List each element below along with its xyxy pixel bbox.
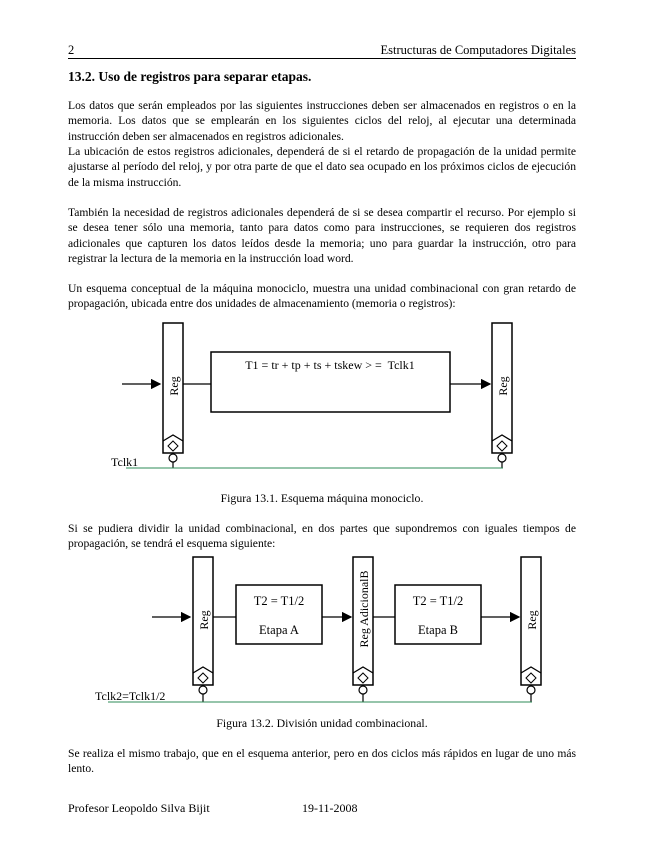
fig2-block-a-name: Etapa A xyxy=(259,623,299,637)
paragraph-6: Se realiza el mismo trabajo, que en el esquema anterior, pero en dos ciclos más rápidos en lugar de uno más lento. xyxy=(68,747,576,776)
footer-date: 19-11-2008 xyxy=(302,801,358,815)
section-title: 13.2. Uso de registros para separar etapas. xyxy=(68,69,312,84)
figure-2-caption: Figura 13.2. División unidad combinacional. xyxy=(216,716,428,730)
fig2-reg-right-clock-bubble xyxy=(527,686,535,694)
fig1-reg-right-clock-bubble xyxy=(498,454,506,462)
fig2-block-b-time: T2 = T1/2 xyxy=(412,594,464,608)
paragraph-5: Si se pudiera dividir la unidad combinacional, en dos partes que supondremos con iguales tiempos de propagación, se tendrá el esquema siguiente: xyxy=(68,522,576,551)
fig2-reg-middle-label: Reg AdicionalB xyxy=(357,570,371,648)
page-number: 2 xyxy=(68,43,75,57)
paragraph-2: La ubicación de estos registros adicionales, dependerá de si el retardo de propagación de la unidad permite ajustarse al período del reloj, y por otra parte de que el dato sea ocupado en los próximos ciclos de ejecución de la misma instrucción. xyxy=(68,145,576,189)
footer-author: Profesor Leopoldo Silva Bijit xyxy=(68,801,210,815)
fig1-reg-left-label: Reg xyxy=(167,376,181,396)
fig2-block-b-name: Etapa B xyxy=(418,623,458,637)
fig1-block-text: T1 = tr + tp + ts + tskew > = Tclk1 xyxy=(245,358,415,372)
running-title: Estructuras de Computadores Digitales xyxy=(380,43,576,57)
paragraph-4: Un esquema conceptual de la máquina monociclo, muestra una unidad combinacional con gran retardo de propagación, ubicada entre dos unidades de almacenamiento (memoria o registros): xyxy=(68,282,576,311)
fig2-clock-label: Tclk2=Tclk1/2 xyxy=(95,689,166,703)
fig1-reg-left-clock-bubble xyxy=(169,454,177,462)
fig1-clock-label: Tclk1 xyxy=(111,455,139,469)
fig2-block-a-time: T2 = T1/2 xyxy=(253,594,305,608)
fig1-reg-right-label: Reg xyxy=(496,376,510,396)
fig2-reg-right-label: Reg xyxy=(525,610,539,630)
fig2-reg-left-clock-bubble xyxy=(199,686,207,694)
figure-2 xyxy=(95,557,541,703)
fig2-reg-middle-clock-bubble xyxy=(359,686,367,694)
paragraph-3: También la necesidad de registros adicionales dependerá de si se desea compartir el recurso. Por ejemplo si se desea tener sólo una memoria, tanto para datos como para instrucciones, se requieren dos registros adicionales que capturen los datos leídos desde la memoria; uno para guardar la instrucción, otro para registrar la lectura de la memoria en la instrucción load word. xyxy=(68,206,576,265)
fig2-reg-left-label: Reg xyxy=(197,610,211,630)
paragraph-1: Los datos que serán empleados por las siguientes instrucciones deben ser almacenados en registros o en la memoria. Los datos que se emplearán en los siguientes ciclos del reloj, al ejecutar una determinada instrucción deben ser almacenados en registros adicionales. xyxy=(68,99,576,143)
figure-1 xyxy=(111,323,512,469)
figure-1-caption: Figura 13.1. Esquema máquina monociclo. xyxy=(220,491,424,505)
